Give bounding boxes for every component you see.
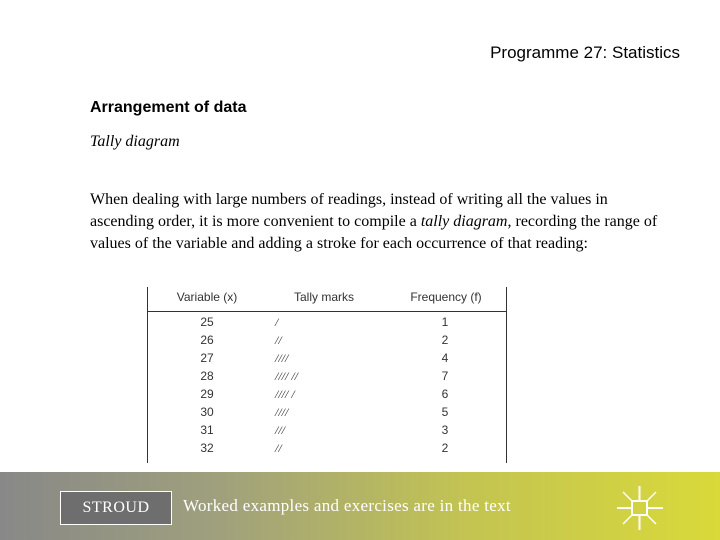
column-header-frequency: Frequency (f) <box>410 290 482 304</box>
cell-tally: // <box>275 333 282 347</box>
programme-title: Programme 27: Statistics <box>490 43 680 62</box>
stroud-logo: STROUD <box>60 491 172 525</box>
cell-frequency: 5 <box>441 405 449 419</box>
body-text-end: , recording the range of values of the variable and adding a stroke for each occurrence of that reading: <box>90 213 658 252</box>
footer-caption: Worked examples and exercises are in the text <box>183 496 511 515</box>
body-paragraph <box>90 189 670 255</box>
section-title: Arrangement of data <box>90 99 247 116</box>
cell-variable: 28 <box>200 369 214 383</box>
cell-frequency: 2 <box>441 333 449 347</box>
cell-variable: 25 <box>200 315 214 329</box>
cell-frequency: 7 <box>441 369 449 383</box>
table-row <box>147 369 507 387</box>
table-row <box>147 423 507 441</box>
table-row <box>147 387 507 405</box>
column-header-variable: Variable (x) <box>176 290 238 304</box>
cell-tally: //// // <box>275 369 299 383</box>
cell-variable: 27 <box>200 351 214 365</box>
table-header-rule <box>147 311 507 312</box>
cell-frequency: 1 <box>441 315 449 329</box>
cell-variable: 29 <box>200 387 214 401</box>
table-row <box>147 441 507 459</box>
column-header-tally: Tally marks <box>293 290 354 304</box>
subtitle: Tally diagram <box>90 133 180 150</box>
cell-tally: //// <box>275 351 289 365</box>
footer-bar <box>0 472 720 540</box>
tally-table <box>147 287 507 463</box>
cell-frequency: 4 <box>441 351 449 365</box>
cell-tally: //// <box>275 405 289 419</box>
navigation-icon[interactable] <box>615 484 665 532</box>
body-text-start: When dealing with large numbers of readings, instead of writing all the values in ascending order, it is more convenient to compile a <box>90 191 608 230</box>
cell-variable: 30 <box>200 405 214 419</box>
cell-variable: 26 <box>200 333 214 347</box>
cell-variable: 32 <box>200 441 214 455</box>
table-row <box>147 315 507 333</box>
cell-variable: 31 <box>200 423 214 437</box>
table-row <box>147 333 507 351</box>
cell-frequency: 3 <box>441 423 449 437</box>
table-row <box>147 405 507 423</box>
cell-frequency: 2 <box>441 441 449 455</box>
table-row <box>147 351 507 369</box>
cell-frequency: 6 <box>441 387 449 401</box>
cell-tally: /// <box>275 423 286 437</box>
body-text-emphasis: tally diagram <box>420 213 508 230</box>
cell-tally: / <box>275 315 279 329</box>
cell-tally: //// / <box>275 387 295 401</box>
cell-tally: // <box>275 441 282 455</box>
